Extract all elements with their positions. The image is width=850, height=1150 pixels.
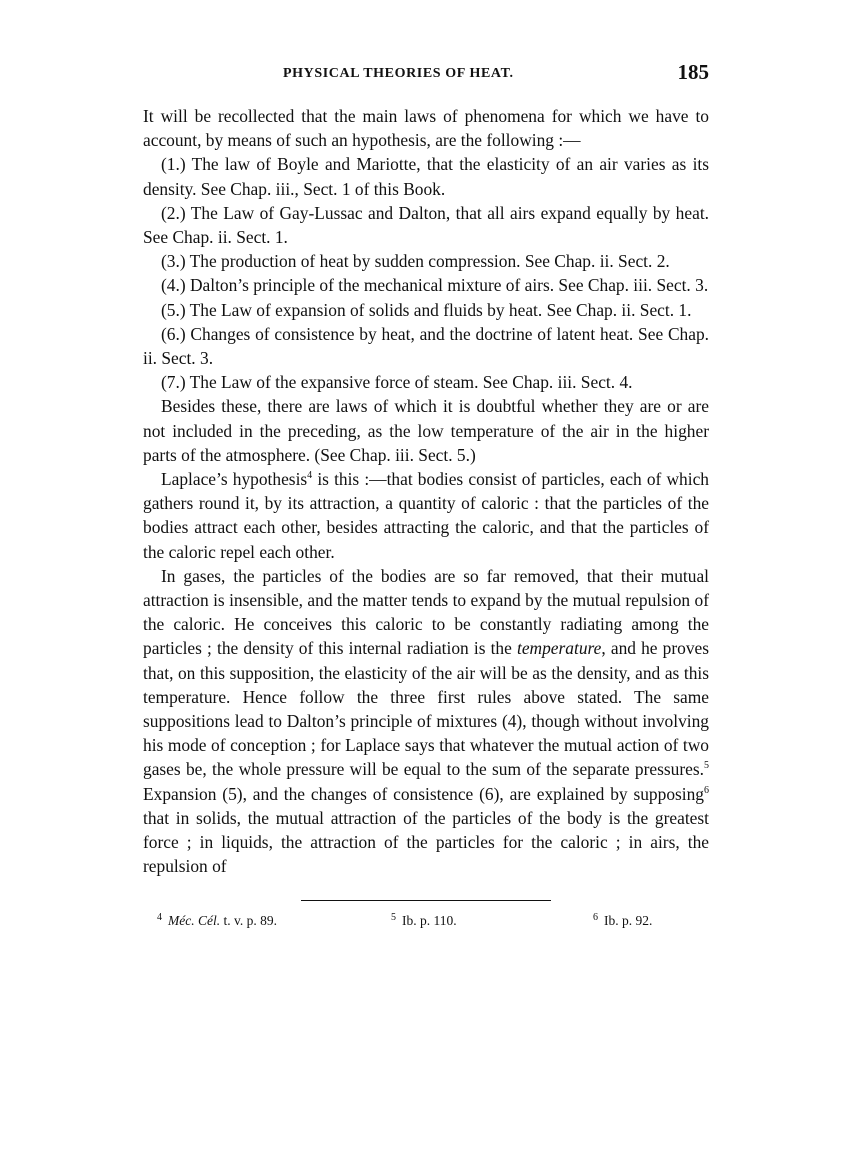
footnote-reference: 6 — [704, 784, 709, 796]
page-number: 185 — [677, 60, 709, 84]
paragraph — [143, 104, 709, 152]
text-run: In gases, the particles of the bodies are so far removed, that their mutual attraction is insensible, and the matter tends to expand by the mutual repulsion of the caloric. He conceives this caloric to be constantly radiating among the particles ; the density of this internal radiation is the — [143, 565, 709, 659]
footnote-marker: 4 — [157, 911, 162, 923]
book-page — [143, 60, 709, 943]
text-run: Besides these, there are laws of which it is doubtful whether they are or are not included in the preceding, as the low temperature of the air in the higher parts of the atmosphere. (See Chap. iii. Sect. 5.) — [143, 396, 709, 465]
page-header — [143, 60, 709, 90]
footnote-text: Ib. p. 92. — [604, 912, 653, 928]
emphasized-text: temperature — [517, 638, 602, 659]
footnote-divider — [301, 900, 551, 901]
footnote-reference: 4 — [307, 470, 313, 482]
footnote-reference: 5 — [704, 760, 709, 772]
paragraph — [143, 249, 709, 273]
running-title: PHYSICAL THEORIES OF HEAT. — [283, 66, 514, 81]
text-run: (3.) The production of heat by sudden compression. See Chap. ii. Sect. 2. — [161, 251, 670, 272]
text-run: Laplace’s hypothesis — [161, 469, 308, 490]
footnote-4 — [157, 913, 277, 929]
text-run: (4.) Dalton’s principle of the mechanical mixture of airs. See Chap. iii. Sect. 3. — [161, 275, 709, 296]
text-run: that in solids, the mutual attraction of the particles of the body is the greatest force ; in liquids, the attraction of the particles for the caloric ; in airs, the repulsion of — [143, 807, 709, 877]
footnote-marker: 6 — [593, 911, 598, 923]
footnote-text: t. v. p. 89. — [220, 912, 277, 928]
text-run: It will be recollected that the main laws of phenomena for which we have to account, by means of such an hypothesis, are the following :— — [143, 106, 709, 151]
footnotes — [143, 913, 709, 943]
text-run: (6.) Changes of consistence by heat, and the doctrine of latent heat. See Chap. ii. Sect. 3. — [143, 323, 709, 369]
text-run: (2.) The Law of Gay-Lussac and Dalton, that all airs expand equally by heat. See Chap. ii. Sect. 1. — [143, 202, 709, 248]
paragraph — [143, 201, 709, 249]
footnote-text: Ib. p. 110. — [402, 912, 457, 928]
footnote-5 — [391, 913, 457, 929]
text-run: (7.) The Law of the expansive force of steam. See Chap. iii. Sect. 4. — [161, 372, 633, 393]
paragraph — [143, 467, 709, 564]
text-run: Expansion (5), and the changes of consistence (6), are explained by supposing — [143, 783, 704, 804]
paragraph — [143, 152, 709, 200]
footnote-marker: 5 — [391, 911, 396, 923]
text-run: , and he proves that, on this supposition, the elasticity of the air will be as the density, and as this temperature. Hence follow the three first rules above stated. The same suppositions lead to Dalton’s principle of mixtures (4), though without involving his mode of conception ; for Laplace says that whatever the mutual action of two gases be, the whole pressure will be equal to the sum of the separate pressures. — [143, 638, 710, 780]
text-run: (1.) The law of Boyle and Mariotte, that the elasticity of an air varies as its density. See Chap. iii., Sect. 1 of this Book. — [143, 154, 709, 199]
text-run: is this :—that bodies consist of particles, each of which gathers round it, by its attraction, a quantity of caloric : that the particles of the bodies attract each other, besides attracting the caloric, and that the particles of the caloric repel each other. — [143, 469, 709, 562]
paragraph — [143, 370, 709, 394]
paragraph — [143, 273, 709, 297]
footnote-source-title: Méc. Cél. — [168, 912, 221, 928]
paragraph — [143, 322, 709, 370]
body-text — [143, 104, 709, 879]
paragraph — [143, 394, 709, 467]
paragraph — [143, 564, 709, 879]
paragraph — [143, 298, 709, 322]
text-run: (5.) The Law of expansion of solids and fluids by heat. See Chap. ii. Sect. 1. — [161, 299, 692, 320]
footnote-6 — [593, 913, 652, 929]
